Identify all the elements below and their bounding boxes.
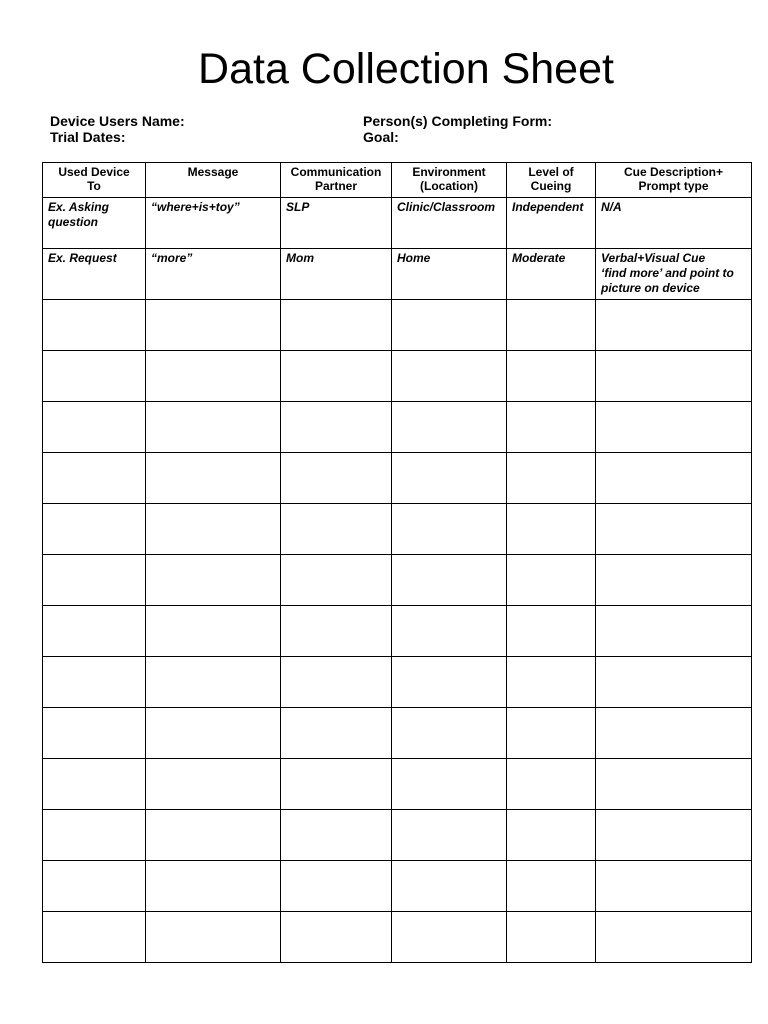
cell-environment: Home <box>392 249 507 300</box>
cell-used-device-to-blank[interactable] <box>43 810 146 861</box>
cell-cue-description-blank[interactable] <box>596 657 752 708</box>
cell-used-device-to-blank[interactable] <box>43 912 146 963</box>
cell-message-blank[interactable] <box>146 861 281 912</box>
cell-message-blank[interactable] <box>146 708 281 759</box>
cell-communication-partner-blank[interactable] <box>281 606 392 657</box>
cell-cue-description-blank[interactable] <box>596 402 752 453</box>
cell-cue-description-blank[interactable] <box>596 708 752 759</box>
blank-row <box>43 861 752 912</box>
cell-level-of-cueing-blank[interactable] <box>507 453 596 504</box>
cell-communication-partner-blank[interactable] <box>281 555 392 606</box>
cell-communication-partner-blank[interactable] <box>281 810 392 861</box>
blank-row <box>43 912 752 963</box>
cell-cue-description-blank[interactable] <box>596 300 752 351</box>
cell-environment-blank[interactable] <box>392 606 507 657</box>
cell-used-device-to-blank[interactable] <box>43 300 146 351</box>
header-environment: Environment (Location) <box>392 163 507 198</box>
cell-communication-partner-blank[interactable] <box>281 708 392 759</box>
data-collection-table <box>42 162 752 963</box>
example-row <box>43 249 752 300</box>
cell-message-blank[interactable] <box>146 555 281 606</box>
cell-cue-description: Verbal+Visual Cue ‘find more’ and point to picture on device <box>596 249 752 300</box>
cell-communication-partner-blank[interactable] <box>281 657 392 708</box>
cell-environment-blank[interactable] <box>392 657 507 708</box>
cell-level-of-cueing: Moderate <box>507 249 596 300</box>
blank-row <box>43 606 752 657</box>
device-users-name-label: Device Users Name: <box>50 113 185 129</box>
cell-communication-partner: Mom <box>281 249 392 300</box>
cell-environment-blank[interactable] <box>392 402 507 453</box>
cell-cue-description-blank[interactable] <box>596 759 752 810</box>
cell-communication-partner-blank[interactable] <box>281 351 392 402</box>
cell-message-blank[interactable] <box>146 759 281 810</box>
cell-level-of-cueing-blank[interactable] <box>507 606 596 657</box>
header-communication-partner: Communication Partner <box>281 163 392 198</box>
header-used-device-to: Used Device To <box>43 163 146 198</box>
blank-row <box>43 759 752 810</box>
cell-environment-blank[interactable] <box>392 300 507 351</box>
cell-environment-blank[interactable] <box>392 453 507 504</box>
cell-used-device-to-blank[interactable] <box>43 555 146 606</box>
cell-level-of-cueing-blank[interactable] <box>507 759 596 810</box>
cell-environment-blank[interactable] <box>392 555 507 606</box>
cell-used-device-to-blank[interactable] <box>43 861 146 912</box>
form-fields-right <box>363 113 552 145</box>
cell-level-of-cueing-blank[interactable] <box>507 861 596 912</box>
cell-used-device-to-blank[interactable] <box>43 402 146 453</box>
cell-level-of-cueing-blank[interactable] <box>507 912 596 963</box>
cell-level-of-cueing: Independent <box>507 198 596 249</box>
cell-cue-description-blank[interactable] <box>596 606 752 657</box>
table-header-row <box>43 163 752 198</box>
trial-dates-label: Trial Dates: <box>50 129 126 145</box>
cell-message-blank[interactable] <box>146 504 281 555</box>
cell-used-device-to: Ex. Request <box>43 249 146 300</box>
header-cue-description: Cue Description+ Prompt type <box>596 163 752 198</box>
blank-row <box>43 555 752 606</box>
cell-used-device-to-blank[interactable] <box>43 606 146 657</box>
cell-message-blank[interactable] <box>146 453 281 504</box>
blank-row <box>43 351 752 402</box>
cell-message: “where+is+toy” <box>146 198 281 249</box>
cell-cue-description-blank[interactable] <box>596 555 752 606</box>
goal-label: Goal: <box>363 129 399 145</box>
cell-communication-partner-blank[interactable] <box>281 453 392 504</box>
persons-completing-label: Person(s) Completing Form: <box>363 113 553 129</box>
cell-cue-description-blank[interactable] <box>596 912 752 963</box>
example-row <box>43 198 752 249</box>
cell-level-of-cueing-blank[interactable] <box>507 402 596 453</box>
cell-communication-partner-blank[interactable] <box>281 912 392 963</box>
cell-message: “more” <box>146 249 281 300</box>
cell-level-of-cueing-blank[interactable] <box>507 555 596 606</box>
cell-message-blank[interactable] <box>146 300 281 351</box>
cell-communication-partner-blank[interactable] <box>281 402 392 453</box>
cell-communication-partner-blank[interactable] <box>281 759 392 810</box>
cell-level-of-cueing-blank[interactable] <box>507 708 596 759</box>
cell-environment: Clinic/Classroom <box>392 198 507 249</box>
cell-communication-partner-blank[interactable] <box>281 300 392 351</box>
cell-level-of-cueing-blank[interactable] <box>507 300 596 351</box>
blank-row <box>43 657 752 708</box>
cell-environment-blank[interactable] <box>392 912 507 963</box>
cell-environment-blank[interactable] <box>392 810 507 861</box>
blank-row <box>43 810 752 861</box>
header-level-of-cueing: Level of Cueing <box>507 163 596 198</box>
cell-used-device-to-blank[interactable] <box>43 453 146 504</box>
cell-cue-description: N/A <box>596 198 752 249</box>
blank-row <box>43 300 752 351</box>
blank-row <box>43 708 752 759</box>
cell-used-device-to-blank[interactable] <box>43 759 146 810</box>
cell-communication-partner: SLP <box>281 198 392 249</box>
cell-message-blank[interactable] <box>146 606 281 657</box>
page-title: Data Collection Sheet <box>198 45 614 93</box>
cell-cue-description-blank[interactable] <box>596 504 752 555</box>
cell-cue-description-blank[interactable] <box>596 351 752 402</box>
blank-row <box>43 402 752 453</box>
cell-used-device-to: Ex. Asking question <box>43 198 146 249</box>
cell-communication-partner-blank[interactable] <box>281 861 392 912</box>
cell-used-device-to-blank[interactable] <box>43 657 146 708</box>
cell-level-of-cueing-blank[interactable] <box>507 657 596 708</box>
cell-level-of-cueing-blank[interactable] <box>507 504 596 555</box>
cell-message-blank[interactable] <box>146 351 281 402</box>
cell-used-device-to-blank[interactable] <box>43 351 146 402</box>
cell-message-blank[interactable] <box>146 810 281 861</box>
cell-used-device-to-blank[interactable] <box>43 504 146 555</box>
cell-cue-description-blank[interactable] <box>596 810 752 861</box>
cell-environment-blank[interactable] <box>392 708 507 759</box>
blank-row <box>43 504 752 555</box>
cell-cue-description-blank[interactable] <box>596 453 752 504</box>
cell-environment-blank[interactable] <box>392 759 507 810</box>
cell-communication-partner-blank[interactable] <box>281 504 392 555</box>
form-fields-left <box>50 113 185 145</box>
blank-row <box>43 453 752 504</box>
cell-cue-description-blank[interactable] <box>596 861 752 912</box>
cell-environment-blank[interactable] <box>392 351 507 402</box>
cell-message-blank[interactable] <box>146 402 281 453</box>
cell-level-of-cueing-blank[interactable] <box>507 351 596 402</box>
cell-environment-blank[interactable] <box>392 504 507 555</box>
cell-used-device-to-blank[interactable] <box>43 708 146 759</box>
cell-message-blank[interactable] <box>146 657 281 708</box>
header-message: Message <box>146 163 281 198</box>
cell-level-of-cueing-blank[interactable] <box>507 810 596 861</box>
cell-message-blank[interactable] <box>146 912 281 963</box>
cell-environment-blank[interactable] <box>392 861 507 912</box>
